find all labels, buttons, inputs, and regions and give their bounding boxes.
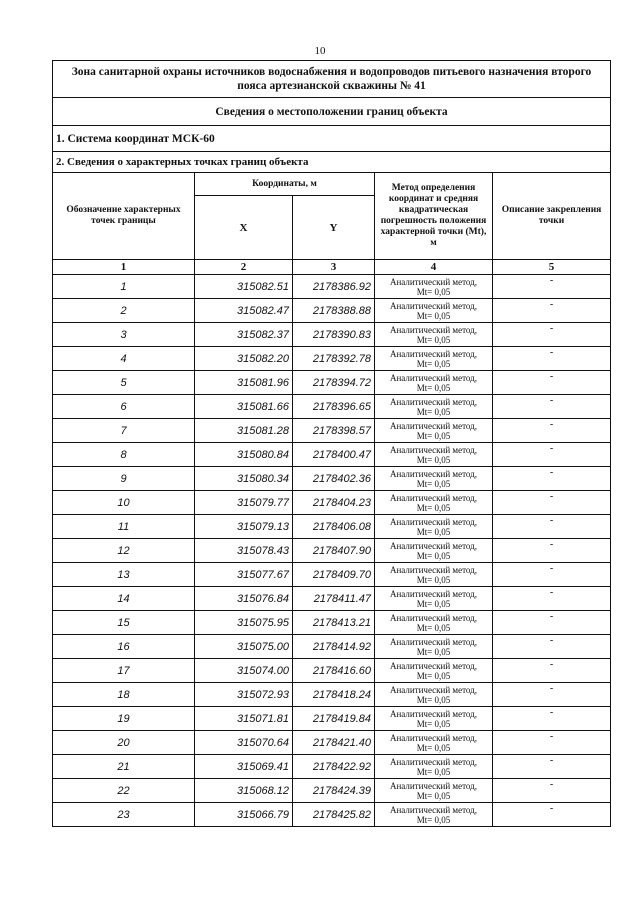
method-accuracy: Mt= 0,05 [416, 646, 451, 657]
table-row [53, 683, 611, 707]
point-description: - [493, 611, 611, 635]
method-text: Аналитический метод, [389, 492, 478, 503]
point-description: - [493, 347, 611, 371]
method-accuracy: Mt= 0,05 [416, 742, 451, 753]
method-accuracy: Mt= 0,05 [416, 286, 451, 297]
table-row [53, 611, 611, 635]
method-text: Аналитический метод, [389, 300, 478, 311]
method-text: Аналитический метод, [389, 324, 478, 335]
point-id: 10 [53, 491, 195, 515]
column-number: 1 [53, 260, 195, 275]
method-accuracy: Mt= 0,05 [416, 334, 451, 345]
point-description: - [493, 443, 611, 467]
coord-x: 315081.28 [195, 419, 293, 443]
method-accuracy: Mt= 0,05 [416, 574, 451, 585]
method-accuracy: Mt= 0,05 [416, 382, 451, 393]
column-number: 2 [195, 260, 293, 275]
method-text: Аналитический метод, [389, 636, 478, 647]
method-text: Аналитический метод, [389, 348, 478, 359]
method-text: Аналитический метод, [389, 756, 478, 767]
coord-x: 315082.51 [195, 275, 293, 299]
table-row [53, 539, 611, 563]
points-heading: 2. Сведения о характерных точках границ объекта [53, 152, 611, 173]
method-accuracy: Mt= 0,05 [416, 598, 451, 609]
coord-y: 2178404.23 [293, 491, 375, 515]
header-description: Описание закрепления точки [493, 173, 611, 260]
page-number: 10 [314, 45, 326, 57]
header-method [375, 173, 493, 260]
point-description: - [493, 683, 611, 707]
point-description: - [493, 515, 611, 539]
point-description: - [493, 275, 611, 299]
method-accuracy: Mt= 0,05 [416, 454, 451, 465]
method-cell [375, 395, 493, 419]
point-description: - [493, 635, 611, 659]
point-id: 8 [53, 443, 195, 467]
coord-y: 2178388.88 [293, 299, 375, 323]
method-accuracy: Mt= 0,05 [416, 718, 451, 729]
table-row [53, 467, 611, 491]
point-description: - [493, 539, 611, 563]
method-cell [375, 707, 493, 731]
method-cell [375, 587, 493, 611]
table-row [53, 803, 611, 827]
table-row [53, 659, 611, 683]
point-id: 4 [53, 347, 195, 371]
point-id: 14 [53, 587, 195, 611]
point-description: - [493, 803, 611, 827]
point-description: - [493, 707, 611, 731]
method-accuracy: Mt= 0,05 [416, 790, 451, 801]
coord-x: 315082.20 [195, 347, 293, 371]
method-cell [375, 275, 493, 299]
method-cell [375, 683, 493, 707]
coord-y: 2178390.83 [293, 323, 375, 347]
point-id: 20 [53, 731, 195, 755]
method-cell [375, 779, 493, 803]
point-id: 6 [53, 395, 195, 419]
table-row [53, 347, 611, 371]
method-cell [375, 755, 493, 779]
method-text: Аналитический метод, [389, 804, 478, 815]
method-accuracy: Mt= 0,05 [416, 526, 451, 537]
method-accuracy: Mt= 0,05 [416, 550, 451, 561]
point-id: 17 [53, 659, 195, 683]
header-x: X [195, 196, 293, 260]
coord-y: 2178409.70 [293, 563, 375, 587]
point-description: - [493, 563, 611, 587]
method-text: Аналитический метод, [389, 468, 478, 479]
point-id: 9 [53, 467, 195, 491]
point-description: - [493, 395, 611, 419]
method-text: Аналитический метод, [389, 540, 478, 551]
point-id: 12 [53, 539, 195, 563]
header-designation: Обозначение характерных точек границы [53, 173, 195, 260]
coordinate-system: 1. Система координат МСК-60 [53, 126, 611, 152]
method-cell [375, 635, 493, 659]
method-cell [375, 443, 493, 467]
point-id: 22 [53, 779, 195, 803]
coord-x: 315070.64 [195, 731, 293, 755]
method-cell [375, 539, 493, 563]
method-text: Аналитический метод, [389, 612, 478, 623]
method-accuracy: Mt= 0,05 [416, 406, 451, 417]
point-description: - [493, 371, 611, 395]
header-coordinates: Координаты, м [195, 173, 375, 196]
method-text: Аналитический метод, [389, 732, 478, 743]
method-text: Аналитический метод, [389, 516, 478, 527]
table-row [53, 635, 611, 659]
coord-x: 315081.66 [195, 395, 293, 419]
method-cell [375, 803, 493, 827]
table-row [53, 275, 611, 299]
method-text: Аналитический метод, [389, 780, 478, 791]
coord-x: 315079.77 [195, 491, 293, 515]
point-id: 5 [53, 371, 195, 395]
point-description: - [493, 755, 611, 779]
table-row [53, 563, 611, 587]
table-row [53, 731, 611, 755]
table-row [53, 395, 611, 419]
point-id: 23 [53, 803, 195, 827]
method-cell [375, 659, 493, 683]
method-accuracy: Mt= 0,05 [416, 622, 451, 633]
point-id: 11 [53, 515, 195, 539]
coord-y: 2178414.92 [293, 635, 375, 659]
column-number: 3 [293, 260, 375, 275]
method-text: Аналитический метод, [389, 708, 478, 719]
point-id: 13 [53, 563, 195, 587]
table-row [53, 419, 611, 443]
coord-y: 2178402.36 [293, 467, 375, 491]
method-cell [375, 731, 493, 755]
method-text: Аналитический метод, [389, 564, 478, 575]
point-id: 3 [53, 323, 195, 347]
table-row [53, 299, 611, 323]
coord-x: 315074.00 [195, 659, 293, 683]
coord-x: 315071.81 [195, 707, 293, 731]
method-text: Аналитический метод, [389, 372, 478, 383]
coord-x: 315081.96 [195, 371, 293, 395]
column-number: 5 [493, 260, 611, 275]
method-cell [375, 611, 493, 635]
coord-x: 315080.84 [195, 443, 293, 467]
coord-y: 2178396.65 [293, 395, 375, 419]
method-cell [375, 371, 493, 395]
point-id: 21 [53, 755, 195, 779]
table-row [53, 491, 611, 515]
header-y: Y [293, 196, 375, 260]
coord-x: 315082.37 [195, 323, 293, 347]
point-description: - [493, 587, 611, 611]
coord-x: 315076.84 [195, 587, 293, 611]
coord-x: 315078.43 [195, 539, 293, 563]
method-cell [375, 563, 493, 587]
coord-x: 315072.93 [195, 683, 293, 707]
point-description: - [493, 419, 611, 443]
point-id: 7 [53, 419, 195, 443]
header-method-text: Метод определения координат и средняя квадратическая погрешность положения характерной точки (Mt), м [380, 183, 487, 248]
coord-x: 315082.47 [195, 299, 293, 323]
method-accuracy: Mt= 0,05 [416, 310, 451, 321]
coord-x: 315080.34 [195, 467, 293, 491]
coord-x: 315068.12 [195, 779, 293, 803]
coord-y: 2178392.78 [293, 347, 375, 371]
coord-y: 2178400.47 [293, 443, 375, 467]
point-description: - [493, 659, 611, 683]
coord-y: 2178418.24 [293, 683, 375, 707]
table-row [53, 707, 611, 731]
coord-y: 2178413.21 [293, 611, 375, 635]
coord-x: 315075.95 [195, 611, 293, 635]
method-cell [375, 515, 493, 539]
method-accuracy: Mt= 0,05 [416, 358, 451, 369]
point-id: 16 [53, 635, 195, 659]
method-cell [375, 299, 493, 323]
method-text: Аналитический метод, [389, 276, 478, 287]
coord-y: 2178422.92 [293, 755, 375, 779]
point-description: - [493, 299, 611, 323]
coord-y: 2178398.57 [293, 419, 375, 443]
table-row [53, 587, 611, 611]
method-accuracy: Mt= 0,05 [416, 430, 451, 441]
table-row [53, 371, 611, 395]
method-cell [375, 419, 493, 443]
coord-x: 315077.67 [195, 563, 293, 587]
coord-y: 2178386.92 [293, 275, 375, 299]
point-description: - [493, 467, 611, 491]
point-description: - [493, 779, 611, 803]
method-cell [375, 347, 493, 371]
boundary-table [52, 60, 611, 827]
coord-y: 2178419.84 [293, 707, 375, 731]
column-number: 4 [375, 260, 493, 275]
point-description: - [493, 491, 611, 515]
method-text: Аналитический метод, [389, 444, 478, 455]
coord-y: 2178411.47 [293, 587, 375, 611]
coord-y: 2178406.08 [293, 515, 375, 539]
method-cell [375, 323, 493, 347]
method-accuracy: Mt= 0,05 [416, 694, 451, 705]
table-row [53, 443, 611, 467]
method-cell [375, 491, 493, 515]
table-row [53, 323, 611, 347]
coord-y: 2178424.39 [293, 779, 375, 803]
coord-x: 315066.79 [195, 803, 293, 827]
table-row [53, 755, 611, 779]
point-id: 15 [53, 611, 195, 635]
method-cell [375, 467, 493, 491]
coord-x: 315079.13 [195, 515, 293, 539]
method-accuracy: Mt= 0,05 [416, 766, 451, 777]
method-text: Аналитический метод, [389, 588, 478, 599]
coord-y: 2178421.40 [293, 731, 375, 755]
point-description: - [493, 323, 611, 347]
coord-y: 2178407.90 [293, 539, 375, 563]
table-row [53, 515, 611, 539]
point-id: 18 [53, 683, 195, 707]
point-description: - [493, 731, 611, 755]
method-accuracy: Mt= 0,05 [416, 502, 451, 513]
method-text: Аналитический метод, [389, 660, 478, 671]
coord-x: 315075.00 [195, 635, 293, 659]
method-accuracy: Mt= 0,05 [416, 478, 451, 489]
coord-y: 2178394.72 [293, 371, 375, 395]
point-id: 19 [53, 707, 195, 731]
method-text: Аналитический метод, [389, 684, 478, 695]
table-row [53, 779, 611, 803]
coord-x: 315069.41 [195, 755, 293, 779]
method-text: Аналитический метод, [389, 396, 478, 407]
method-text: Аналитический метод, [389, 420, 478, 431]
method-accuracy: Mt= 0,05 [416, 670, 451, 681]
section-title: Сведения о местоположении границ объекта [53, 98, 611, 126]
coord-y: 2178425.82 [293, 803, 375, 827]
point-id: 1 [53, 275, 195, 299]
coord-y: 2178416.60 [293, 659, 375, 683]
point-id: 2 [53, 299, 195, 323]
method-accuracy: Mt= 0,05 [416, 814, 451, 825]
document-title: Зона санитарной охраны источников водоснабжения и водопроводов питьевого назначения второго пояса артезианской скважины № 41 [53, 61, 611, 98]
